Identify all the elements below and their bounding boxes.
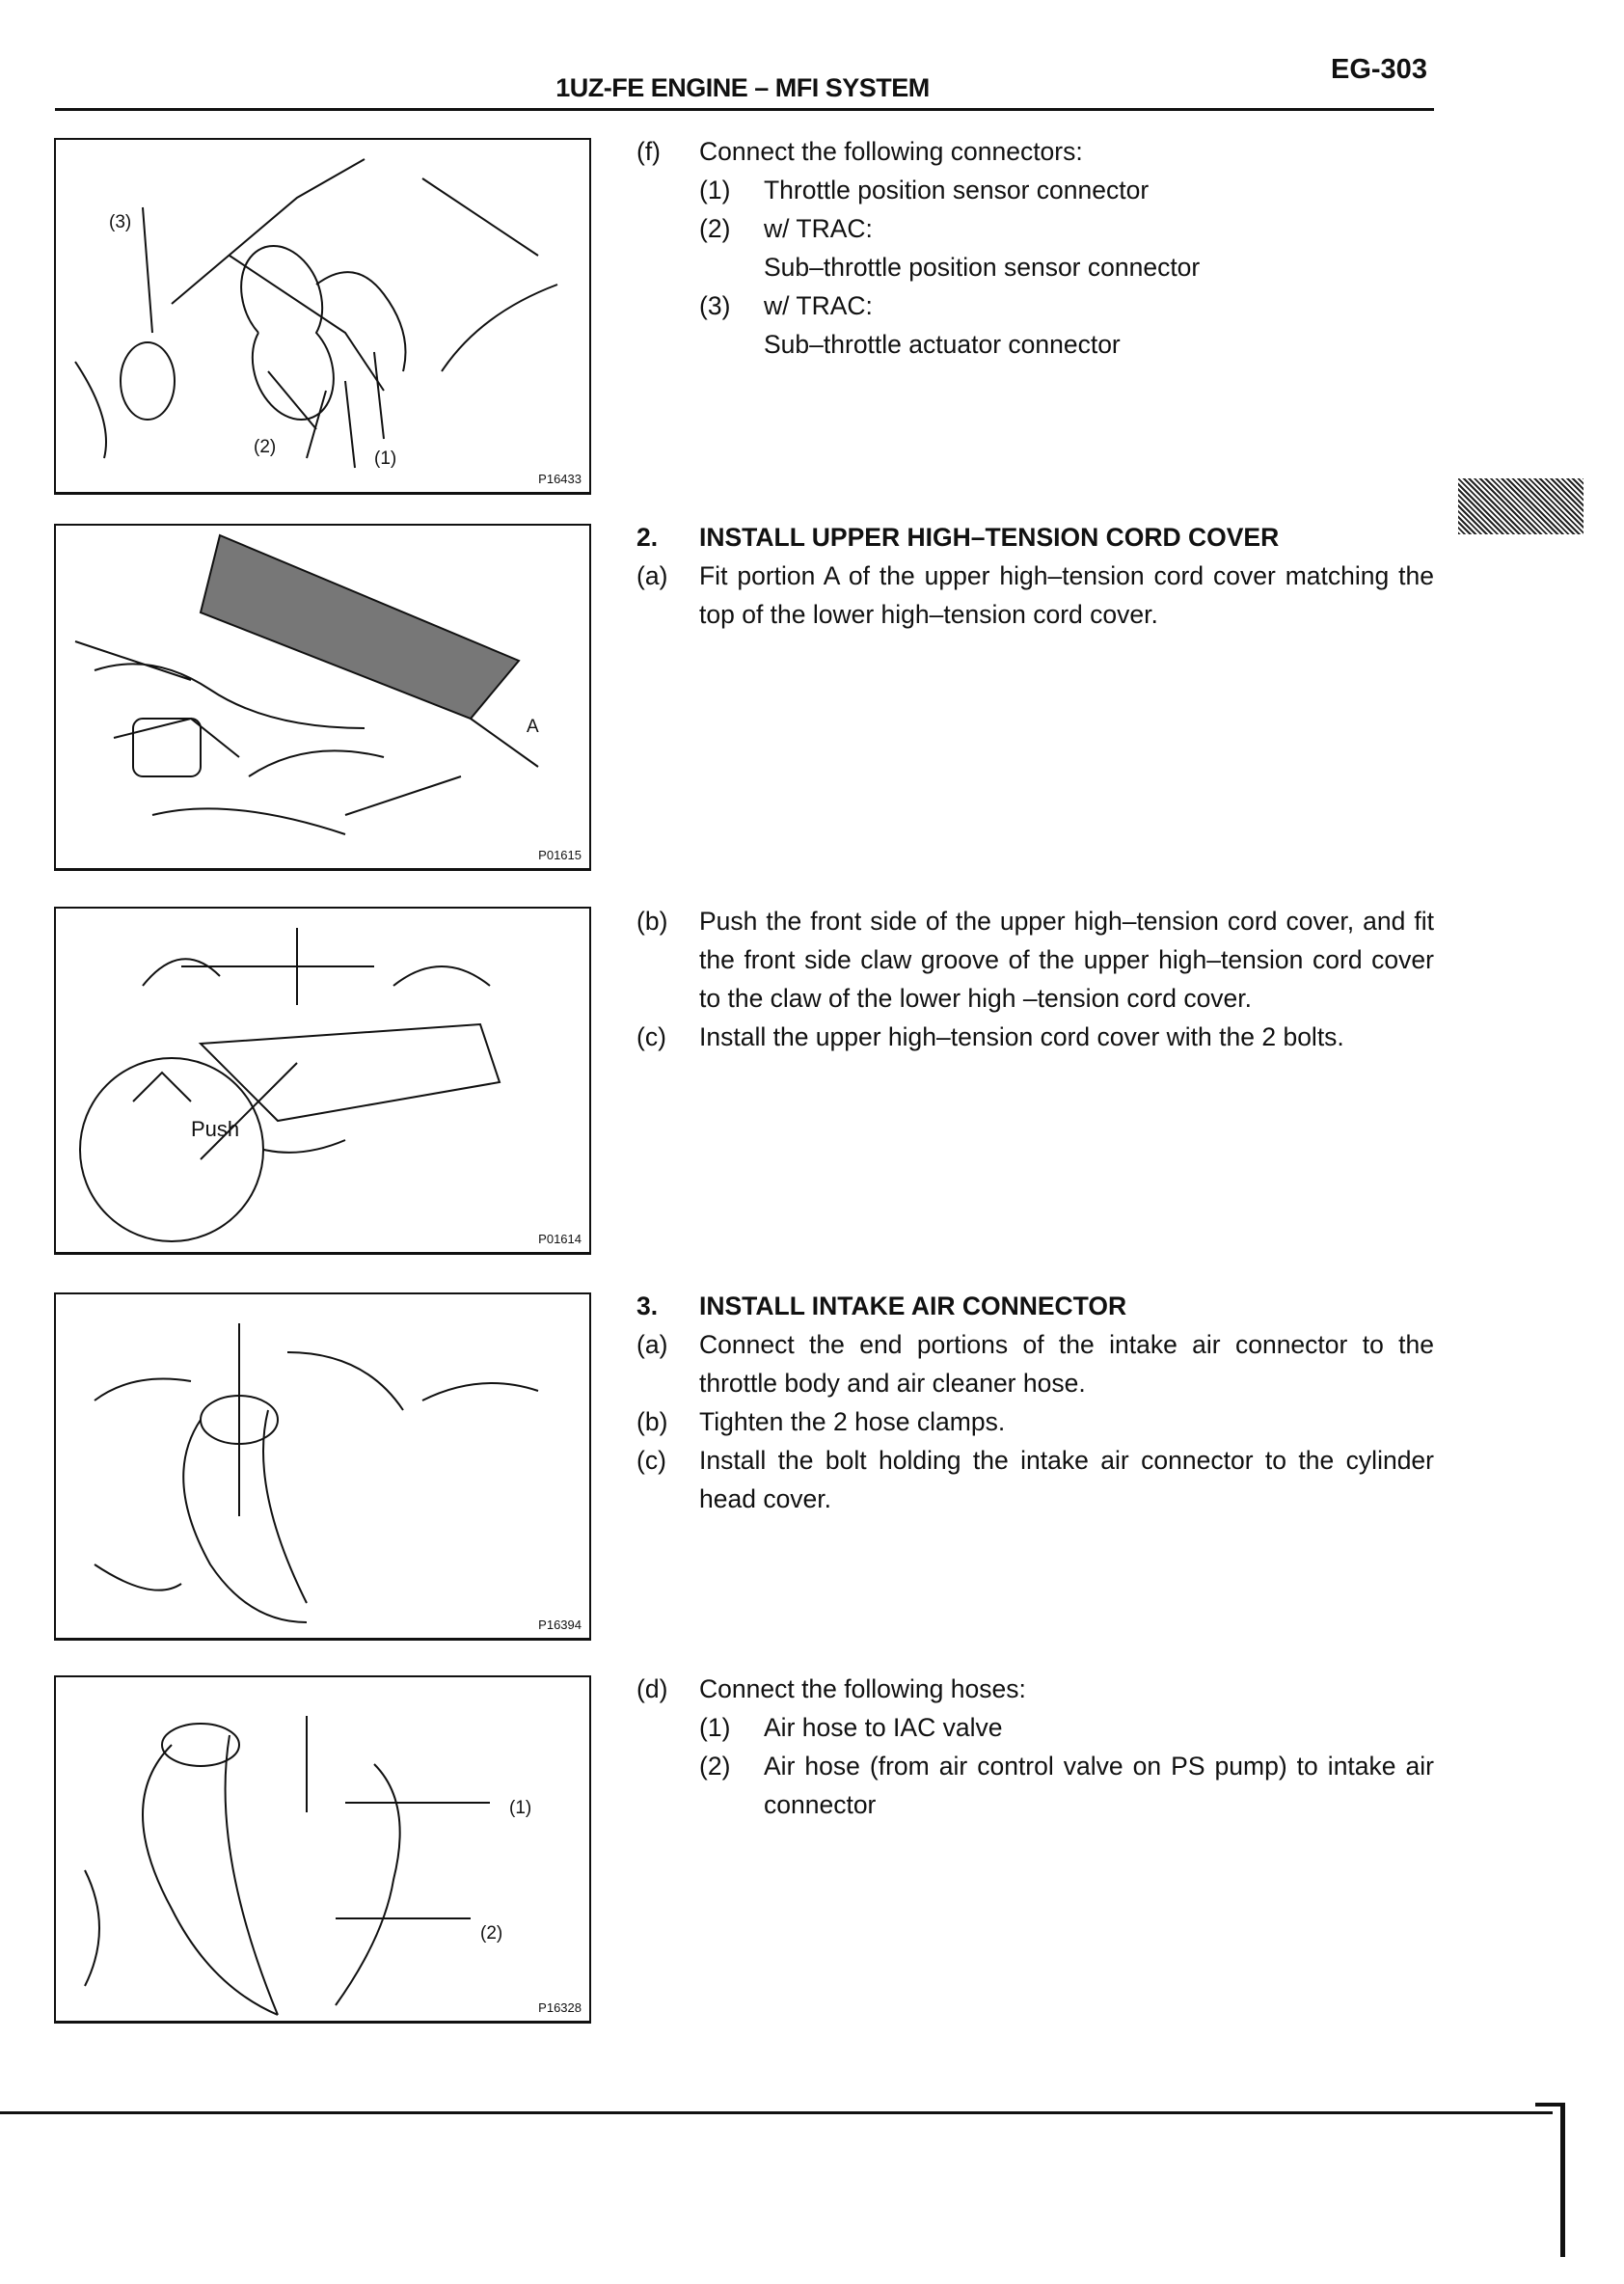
callout-1: (1) — [374, 449, 397, 469]
section-2 — [636, 518, 1434, 634]
step-text: Push the front side of the upper high–tension cord cover, and fit the front side claw groove of the upper high–tension cord cover to the claw of the lower high –tension cord cover. — [699, 907, 1434, 1013]
item-num: (2) — [699, 214, 731, 243]
item-num: (3) — [699, 291, 731, 320]
callout-3: (3) — [109, 212, 132, 232]
callout-1: (1) — [509, 1798, 532, 1818]
step-label: (a) — [636, 1330, 668, 1359]
step-label: (a) — [636, 561, 668, 590]
footer-bracket — [1560, 2103, 1565, 2257]
figure-air-hoses — [54, 1675, 591, 2024]
item-text: Sub–throttle actuator connector — [764, 330, 1121, 359]
step-text: Tighten the 2 hose clamps. — [699, 1407, 1006, 1436]
section-3-d — [636, 1670, 1434, 1824]
step-text: Install the bolt holding the intake air connector to the cylinder head cover. — [699, 1446, 1434, 1513]
item-num: (1) — [699, 1713, 731, 1742]
cord-cover-drawing — [56, 526, 589, 868]
step-text: Connect the following connectors: — [699, 137, 1083, 166]
step-text: Fit portion A of the upper high–tension cord cover matching the top of the lower high–tension cord cover. — [699, 561, 1434, 629]
step-label: (b) — [636, 1407, 668, 1436]
step-text: Connect the following hoses: — [699, 1674, 1026, 1703]
page-number: EG-303 — [1331, 54, 1427, 85]
figure-caption: P16328 — [538, 2000, 582, 2015]
hoses-drawing — [56, 1677, 589, 2021]
callout-2: (2) — [480, 1923, 503, 1944]
item-text: w/ TRAC: — [764, 291, 873, 320]
step-text: Install the upper high–tension cord cover with the 2 bolts. — [699, 1022, 1344, 1051]
step-text: Connect the end portions of the intake air connector to the throttle body and air cleaner hose. — [699, 1330, 1434, 1398]
step-f — [636, 132, 1434, 364]
step-label: (c) — [636, 1446, 666, 1475]
section-tab-eg — [1458, 478, 1583, 534]
page-title: 1UZ-FE ENGINE – MFI SYSTEM — [555, 73, 930, 102]
intake-drawing — [56, 1294, 589, 1638]
item-text: Air hose (from air control valve on PS pump) to intake air connector — [764, 1752, 1434, 1819]
section-heading: INSTALL INTAKE AIR CONNECTOR — [699, 1292, 1127, 1320]
figure-upper-cord-cover — [54, 524, 591, 871]
step-label: (b) — [636, 907, 668, 936]
figure-caption: P16433 — [538, 472, 582, 486]
step-label: (c) — [636, 1022, 666, 1051]
figure-caption: P01615 — [538, 848, 582, 862]
header-rule — [55, 108, 1434, 111]
item-text: Air hose to IAC valve — [764, 1713, 1003, 1742]
item-text: w/ TRAC: — [764, 214, 873, 243]
section-3 — [636, 1287, 1434, 1518]
figure-throttle-connectors — [54, 138, 591, 495]
callout-a: A — [527, 717, 539, 737]
step-label: (f) — [636, 137, 662, 166]
engine-drawing — [56, 140, 589, 492]
section-number: 3. — [636, 1292, 659, 1320]
figure-intake-air-connector — [54, 1292, 591, 1641]
item-num: (2) — [699, 1752, 731, 1781]
push-label: Push — [191, 1117, 240, 1141]
figure-caption: P16394 — [538, 1618, 582, 1632]
item-text: Throttle position sensor connector — [764, 176, 1150, 204]
figure-caption: P01614 — [538, 1232, 582, 1246]
step-label: (d) — [636, 1674, 668, 1703]
item-text: Sub–throttle position sensor connector — [764, 253, 1201, 282]
section-heading: INSTALL UPPER HIGH–TENSION CORD COVER — [699, 523, 1280, 552]
figure-push-cover — [54, 907, 591, 1255]
item-num: (1) — [699, 176, 731, 204]
section-2-bc — [636, 902, 1434, 1056]
push-cover-drawing — [56, 909, 589, 1252]
section-number: 2. — [636, 523, 659, 552]
callout-2: (2) — [254, 437, 277, 457]
footer-rule — [0, 2111, 1553, 2114]
